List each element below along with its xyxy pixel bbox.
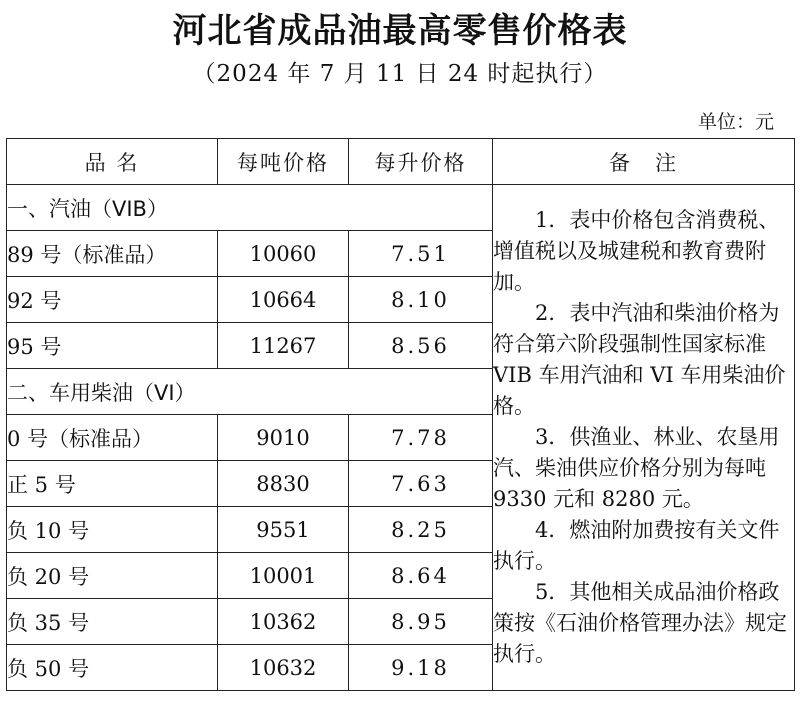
document-title: 河北省成品油最高零售价格表: [172, 11, 628, 51]
section-diesel: 二、车用柴油（VI）: [7, 369, 493, 415]
header-per-liter: 每升价格: [349, 139, 493, 185]
product-name: 负 10 号: [7, 507, 218, 553]
price-per-ton: 8830: [218, 461, 349, 507]
header-remarks: 备 注: [493, 139, 795, 185]
product-name: 92 号: [7, 277, 218, 323]
product-name: 负 50 号: [7, 645, 218, 691]
price-per-liter: 8.10: [349, 277, 493, 323]
remarks-cell: [493, 185, 795, 691]
price-per-liter: 7.51: [349, 231, 493, 277]
price-per-ton: 9010: [218, 415, 349, 461]
header-name: 品 名: [7, 139, 218, 185]
effective-date: （2024 年 7 月 11 日 24 时起执行）: [192, 61, 608, 87]
unit-label: 单位：元: [697, 111, 774, 133]
product-name: 正 5 号: [7, 461, 218, 507]
product-name: 0 号（标准品）: [7, 415, 218, 461]
product-name: 95 号: [7, 323, 218, 369]
section-gasoline: 一、汽油（VIB）: [7, 185, 493, 231]
price-per-liter: 8.56: [349, 323, 493, 369]
header-per-ton: 每吨价格: [218, 139, 349, 185]
product-name: 负 20 号: [7, 553, 218, 599]
price-per-ton: 10060: [218, 231, 349, 277]
price-per-liter: 7.63: [349, 461, 493, 507]
price-per-ton: 10632: [218, 645, 349, 691]
price-per-ton: 11267: [218, 323, 349, 369]
price-per-ton: 9551: [218, 507, 349, 553]
price-per-ton: 10362: [218, 599, 349, 645]
price-per-liter: 8.25: [349, 507, 493, 553]
price-per-liter: 9.18: [349, 645, 493, 691]
note-3: 3．供渔业、林业、农垦用汽、柴油供应价格分别为每吨 9330 元和 8280 元。: [493, 425, 780, 511]
price-per-liter: 8.95: [349, 599, 493, 645]
price-per-liter: 8.64: [349, 553, 493, 599]
note-1: 1．表中价格包含消费税、增值税以及城建税和教育费附加。: [493, 208, 780, 294]
note-2: 2．表中汽油和柴油价格为符合第六阶段强制性国家标准 VIB 车用汽油和 VI 车用柴油价格。: [493, 301, 786, 418]
note-5: 5．其他相关成品油价格政策按《石油价格管理办法》规定执行。: [493, 580, 787, 666]
price-table: [6, 138, 795, 691]
note-4: 4．燃油附加费按有关文件执行。: [493, 518, 780, 573]
product-name: 负 35 号: [7, 599, 218, 645]
price-per-liter: 7.78: [349, 415, 493, 461]
section-row-gasoline: [7, 185, 795, 231]
table-header-row: [7, 139, 795, 185]
price-per-ton: 10001: [218, 553, 349, 599]
product-name: 89 号（标准品）: [7, 231, 218, 277]
price-per-ton: 10664: [218, 277, 349, 323]
